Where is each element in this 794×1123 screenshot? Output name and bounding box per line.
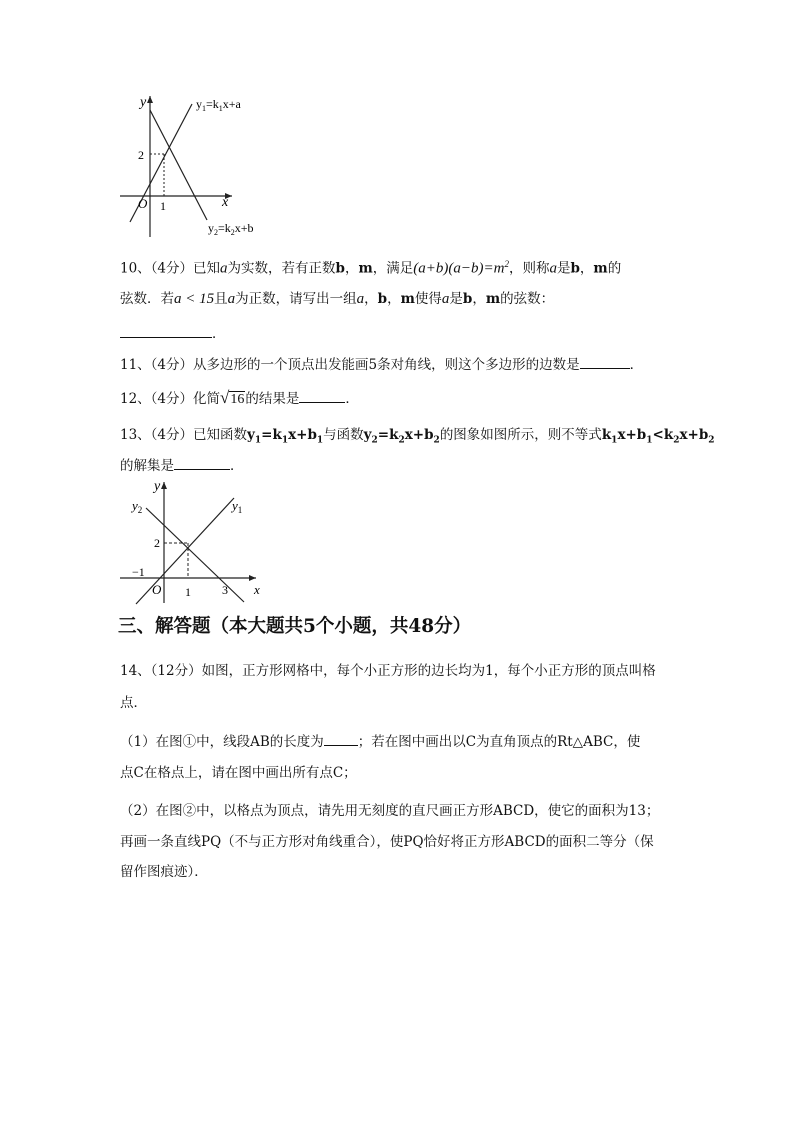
graph1-line-y2 [150, 110, 207, 220]
graph2-y-label: y [154, 479, 161, 494]
q10-line-3: ． [120, 323, 226, 344]
q10-answer-blank[interactable] [120, 323, 212, 338]
q10-line-2: 弦数．若a < 15且a为正数，请写出一组a，b，m使得a是b，m的弦数： [120, 291, 555, 307]
graph1-y-arrow [147, 96, 153, 103]
q12-answer-blank[interactable] [299, 388, 345, 403]
q14-part2-line-3: 留作图痕迹）． [120, 864, 208, 880]
graph2-tick-x1: 1 [185, 585, 191, 599]
q11-line: 11、（4分）从多边形的一个顶点出发能画5条对角线，则这个多边形的边数是 ． [120, 354, 643, 375]
q12-line: 12、（4分）化简√16的结果是 ． [120, 388, 359, 410]
graph1-tick-x: 1 [160, 199, 166, 213]
q14-line-2: 点． [120, 695, 147, 711]
graph2-tick-y2: 2 [154, 536, 160, 550]
q14-ab-length-blank[interactable] [324, 731, 358, 746]
graph-1 [112, 92, 282, 242]
q14-part1-line-1: （1）在图①中，线段AB的长度为 ；若在图中画出以C为直角顶点的Rt△ABC，使 [120, 731, 640, 752]
q13-line-2: 的解集是 ． [120, 455, 244, 476]
graph2-y-arrow [161, 482, 167, 489]
graph2-x-arrow [249, 575, 256, 581]
graph2-y1-label: $y_1$ [232, 498, 243, 515]
q14-part2-line-1: （2）在图②中，以格点为顶点，请先用无刻度的直尺画正方形ABCD，使它的面积为13； [120, 803, 660, 819]
graph1-tick-y: 2 [138, 148, 144, 162]
section-3-title: 三、解答题（本大题共5个小题，共48分） [118, 616, 472, 637]
graph1-origin: O [138, 196, 148, 211]
q13-answer-blank[interactable] [174, 455, 230, 470]
q13-line-1: 13、（4分）已知函数$y_1=k_1x+b_1$与函数$y_2=k_2x+b_2$的图象如图所示，则不等式$k_1x+b_1<k_2x+b_2$ [120, 427, 715, 446]
q11-answer-blank[interactable] [580, 354, 630, 369]
q14-part1-line-2: 点C在格点上，请在图中画出所有点C； [120, 765, 357, 781]
graph1-line2-label: $y_2=k_2x+b$ [208, 221, 254, 237]
q14-part2-line-2: 再画一条直线PQ（不与正方形对角线重合），使PQ恰好将正方形ABCD的面积二等分（保 [120, 834, 654, 850]
q12-sqrt: √16 [220, 388, 245, 407]
graph1-y-label: y [140, 95, 147, 110]
graph2-tick-x3: 3 [222, 583, 228, 597]
graph1-x-label: x [222, 195, 229, 210]
q14-line-1: 14、（12分）如图，正方形网格中，每个小正方形的边长均为1，每个小正方形的顶点叫格 [120, 663, 656, 679]
graph2-tick-neg1: −1 [132, 565, 145, 579]
q10-line-1: 10、（4分）已知a为实数，若有正数b，m，满足$(a+b)(a-b)=m^2$，则称a是b，m的 [120, 259, 622, 277]
q10-formula: (a+b)(a−b)=m [413, 260, 505, 277]
graph2-y2-label: $y_2$ [132, 498, 143, 515]
graph2-x-label: x [254, 582, 260, 597]
graph1-line1-label: $y_1=k_1x+a$ [196, 97, 241, 113]
graph-2 [116, 478, 276, 608]
graph2-origin: O [152, 582, 162, 597]
